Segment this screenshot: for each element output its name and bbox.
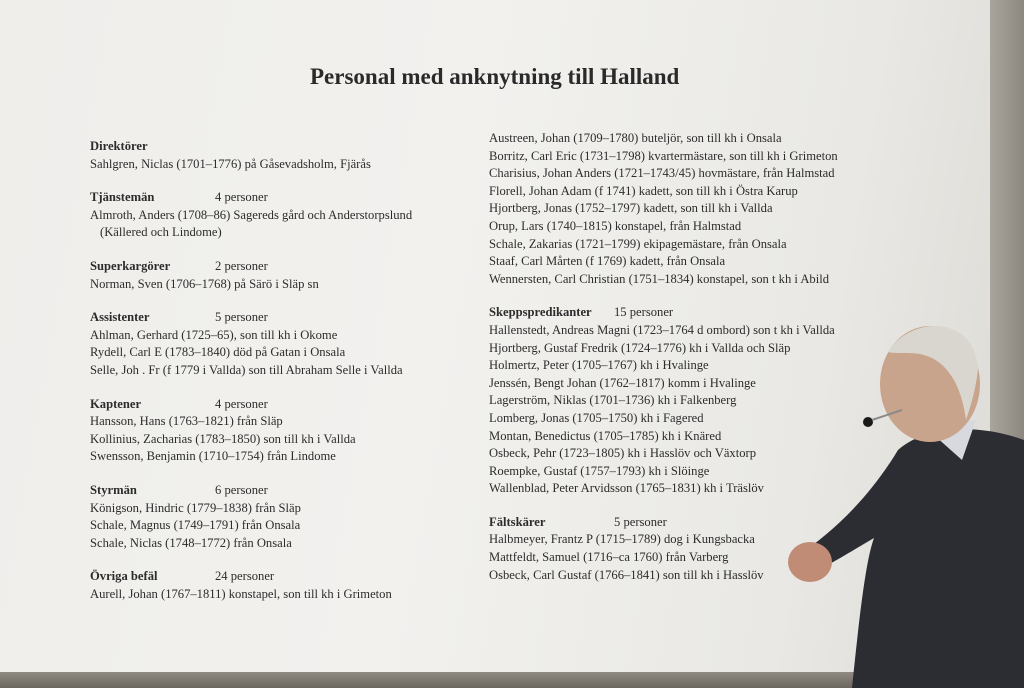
group-header: [90, 258, 470, 276]
group-category: Styrmän: [90, 482, 137, 497]
group-count: 5 personer: [614, 514, 667, 529]
group-header: [90, 138, 470, 156]
group-header: [90, 189, 470, 207]
microphone-icon: [863, 417, 873, 427]
person-entry: Hansson, Hans (1763–1821) från Släp: [90, 414, 283, 429]
person-entry: Schale, Magnus (1749–1791) från Onsala: [90, 518, 301, 533]
personnel-group: [489, 130, 889, 288]
person-entry: Hjortberg, Gustaf Fredrik (1724–1776) kh i Vallda och Släp: [489, 340, 791, 355]
person-entry: Mattfeldt, Samuel (1716–ca 1760) från Varberg: [489, 550, 729, 565]
person-entry: Norman, Sven (1706–1768) på Särö i Släp sn: [90, 276, 319, 291]
person-entry: Hallenstedt, Andreas Magni (1723–1764 d ombord) son t kh i Vallda: [489, 322, 835, 337]
person-entry: Charisius, Johan Anders (1721–1743/45) hovmästare, från Halmstad: [489, 166, 835, 181]
group-count: 4 personer: [215, 396, 268, 411]
person-entry: Jenssén, Bengt Johan (1762–1817) komm i Hvalinge: [489, 375, 756, 390]
personnel-group: [90, 396, 470, 466]
left-column: [90, 138, 470, 619]
group-category: Kaptener: [90, 396, 142, 411]
person-entry: Lagerström, Niklas (1701–1736) kh i Falkenberg: [489, 393, 737, 408]
person-entry: Swensson, Benjamin (1710–1754) från Lindome: [90, 449, 336, 464]
person-entry: Königson, Hindric (1779–1838) från Släp: [90, 500, 301, 515]
person-entry: Staaf, Carl Mårten (f 1769) kadett, från Onsala: [489, 254, 726, 269]
person-entry: Hjortberg, Jonas (1752–1797) kadett, son till kh i Vallda: [489, 201, 773, 216]
group-count: 5 personer: [215, 310, 268, 325]
person-entry: Osbeck, Carl Gustaf (1766–1841) son till kh i Hasslöv: [489, 567, 764, 582]
person-entry: Schale, Zakarias (1721–1799) ekipagemästare, från Onsala: [489, 236, 787, 251]
presenter: [780, 310, 1024, 688]
person-entry: Wallenblad, Peter Arvidsson (1765–1831) kh i Träslöv: [489, 481, 764, 496]
presenter-hand: [788, 542, 832, 582]
person-entry: Wennersten, Carl Christian (1751–1834) konstapel, son t kh i Abild: [489, 271, 830, 286]
person-entry: Kollinius, Zacharias (1783–1850) son till kh i Vallda: [90, 431, 356, 446]
personnel-group: [90, 138, 470, 173]
group-category: Superkargörer: [90, 258, 171, 273]
group-count: 6 personer: [215, 482, 268, 497]
person-entry: Holmertz, Peter (1705–1767) kh i Hvalinge: [489, 358, 709, 373]
group-count: 2 personer: [215, 258, 268, 273]
group-category: Övriga befäl: [90, 569, 158, 584]
group-count: 24 personer: [215, 569, 275, 584]
group-count: 4 personer: [215, 190, 268, 205]
person-entry: Florell, Johan Adam (f 1741) kadett, son till kh i Östra Karup: [489, 183, 798, 198]
personnel-group: [90, 482, 470, 552]
person-entry: Selle, Joh . Fr (f 1779 i Vallda) son till Abraham Selle i Vallda: [90, 362, 403, 377]
group-header: [90, 396, 470, 414]
group-category: Fältskärer: [489, 514, 546, 529]
group-count: 15 personer: [614, 305, 674, 320]
personnel-group: [90, 258, 470, 293]
person-entry: Orup, Lars (1740–1815) konstapel, från Halmstad: [489, 218, 742, 233]
group-header: [90, 568, 470, 586]
person-entry: Halbmeyer, Frantz P (1715–1789) dog i Kungsbacka: [489, 532, 755, 547]
person-entry: (Källered och Lindome): [100, 225, 222, 240]
person-entry: Rydell, Carl E (1783–1840) död på Gatan i Onsala: [90, 345, 346, 360]
person-entry: Lomberg, Jonas (1705–1750) kh i Fagered: [489, 410, 704, 425]
personnel-group: [90, 309, 470, 379]
person-entry: Borritz, Carl Eric (1731–1798) kvartermästare, son till kh i Grimeton: [489, 148, 838, 163]
group-category: Tjänstemän: [90, 190, 155, 205]
person-entry: Aurell, Johan (1767–1811) konstapel, son till kh i Grimeton: [90, 586, 392, 601]
person-entry: Sahlgren, Niclas (1701–1776) på Gåsevadsholm, Fjärås: [90, 156, 371, 171]
person-entry: Schale, Niclas (1748–1772) från Onsala: [90, 535, 292, 550]
slide-title: Personal med anknytning till Halland: [310, 64, 680, 89]
personnel-group: [90, 189, 470, 242]
person-entry: Austreen, Johan (1709–1780) buteljör, son till kh i Onsala: [489, 131, 782, 145]
group-category: Skeppspredikanter: [489, 305, 592, 320]
person-entry: Almroth, Anders (1708–86) Sagereds gård och Anderstorpslund: [90, 207, 413, 222]
group-category: Assistenter: [90, 310, 150, 325]
person-entry: Ahlman, Gerhard (1725–65), son till kh i Okome: [90, 327, 338, 342]
presenter-body: [800, 429, 1024, 688]
person-entry: Osbeck, Pehr (1723–1805) kh i Hasslöv och Växtorp: [489, 446, 756, 461]
group-header: [90, 309, 470, 327]
personnel-group: [90, 568, 470, 603]
group-header: [90, 482, 470, 500]
person-entry: Roempke, Gustaf (1757–1793) kh i Slöinge: [489, 463, 710, 478]
group-category: Direktörer: [90, 139, 148, 153]
person-entry: Montan, Benedictus (1705–1785) kh i Knäred: [489, 428, 722, 443]
